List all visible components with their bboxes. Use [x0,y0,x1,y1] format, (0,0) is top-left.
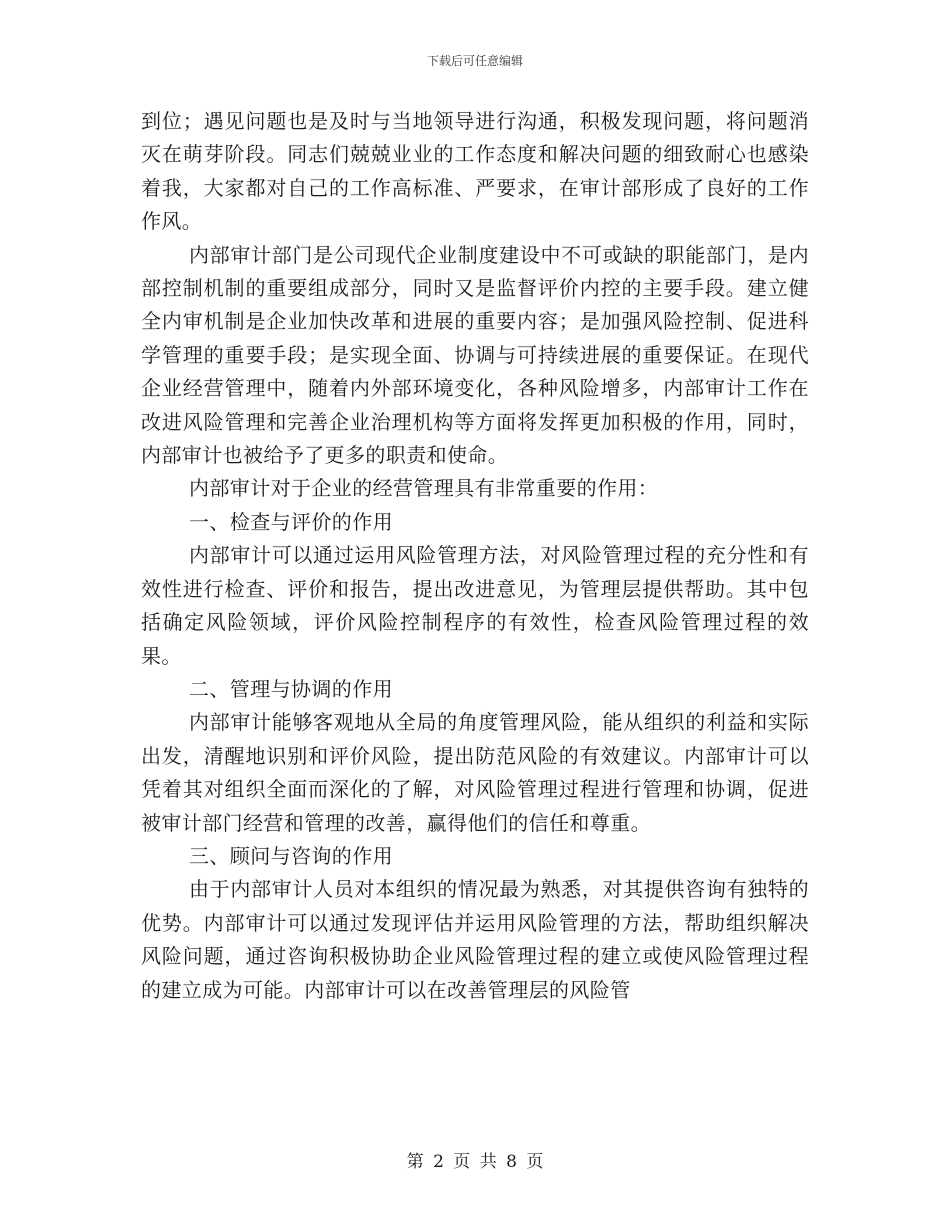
paragraph-2: 内部审计部门是公司现代企业制度建设中不可或缺的职能部门，是内部控制机制的重要组成部分，同时又是监督评价内控的主要手段。建立健全内审机制是企业加快改革和进展的重要内容；是加强风险控制、促进科学管理的重要手段；是实现全面、协调与可持续进展的重要保证。在现代企业经营管理中，随着内外部环境变化，各种风险增多，内部审计工作在改进风险管理和完善企业治理机构等方面将发挥更加积极的作用，同时，内部审计也被给予了更多的职责和使命。 [141,242,809,468]
paragraph-6: 由于内部审计人员对本组织的情况最为熟悉，对其提供咨询有独特的优势。内部审计可以通过发现评估并运用风险管理的方法，帮助组织解决风险问题，通过咨询积极协助企业风险管理过程的建立或使风险管理过程的建立成为可能。内部审计可以在改善管理层的风险管 [141,877,809,1002]
paragraph-4: 内部审计可以通过运用风险管理方法，对风险管理过程的充分性和有效性进行检查、评价和报告，提出改进意见，为管理层提供帮助。其中包括确定风险领域，评价风险控制程序的有效性，检查风险管理过程的效果。 [141,543,809,668]
paragraph-5: 内部审计能够客观地从全局的角度管理风险，能从组织的利益和实际出发，清醒地识别和评价风险，提出防范风险的有效建议。内部审计可以凭着其对组织全面而深化的了解，对风险管理过程进行管理和协调，促进被审计部门经营和管理的改善，赢得他们的信任和尊重。 [141,710,809,835]
section-heading-2: 二、管理与协调的作用 [189,676,393,701]
section-heading-3: 三、顾问与咨询的作用 [189,843,393,868]
paragraph-1: 到位；遇见问题也是及时与当地领导进行沟通，积极发现问题，将问题消灭在萌芽阶段。同志们兢兢业业的工作态度和解决问题的细致耐心也感染着我，大家都对自己的工作高标准、严要求，在审计部形成了良好的工作作风。 [141,109,809,234]
page-header: 下载后可任意编辑 [426,54,523,68]
page-number-footer: 第 2 页 共 8 页 [406,1152,544,1172]
paragraph-3: 内部审计对于企业的经营管理具有非常重要的作用： [189,476,659,501]
document-body [141,105,809,1007]
section-heading-1: 一、检查与评价的作用 [189,509,393,534]
